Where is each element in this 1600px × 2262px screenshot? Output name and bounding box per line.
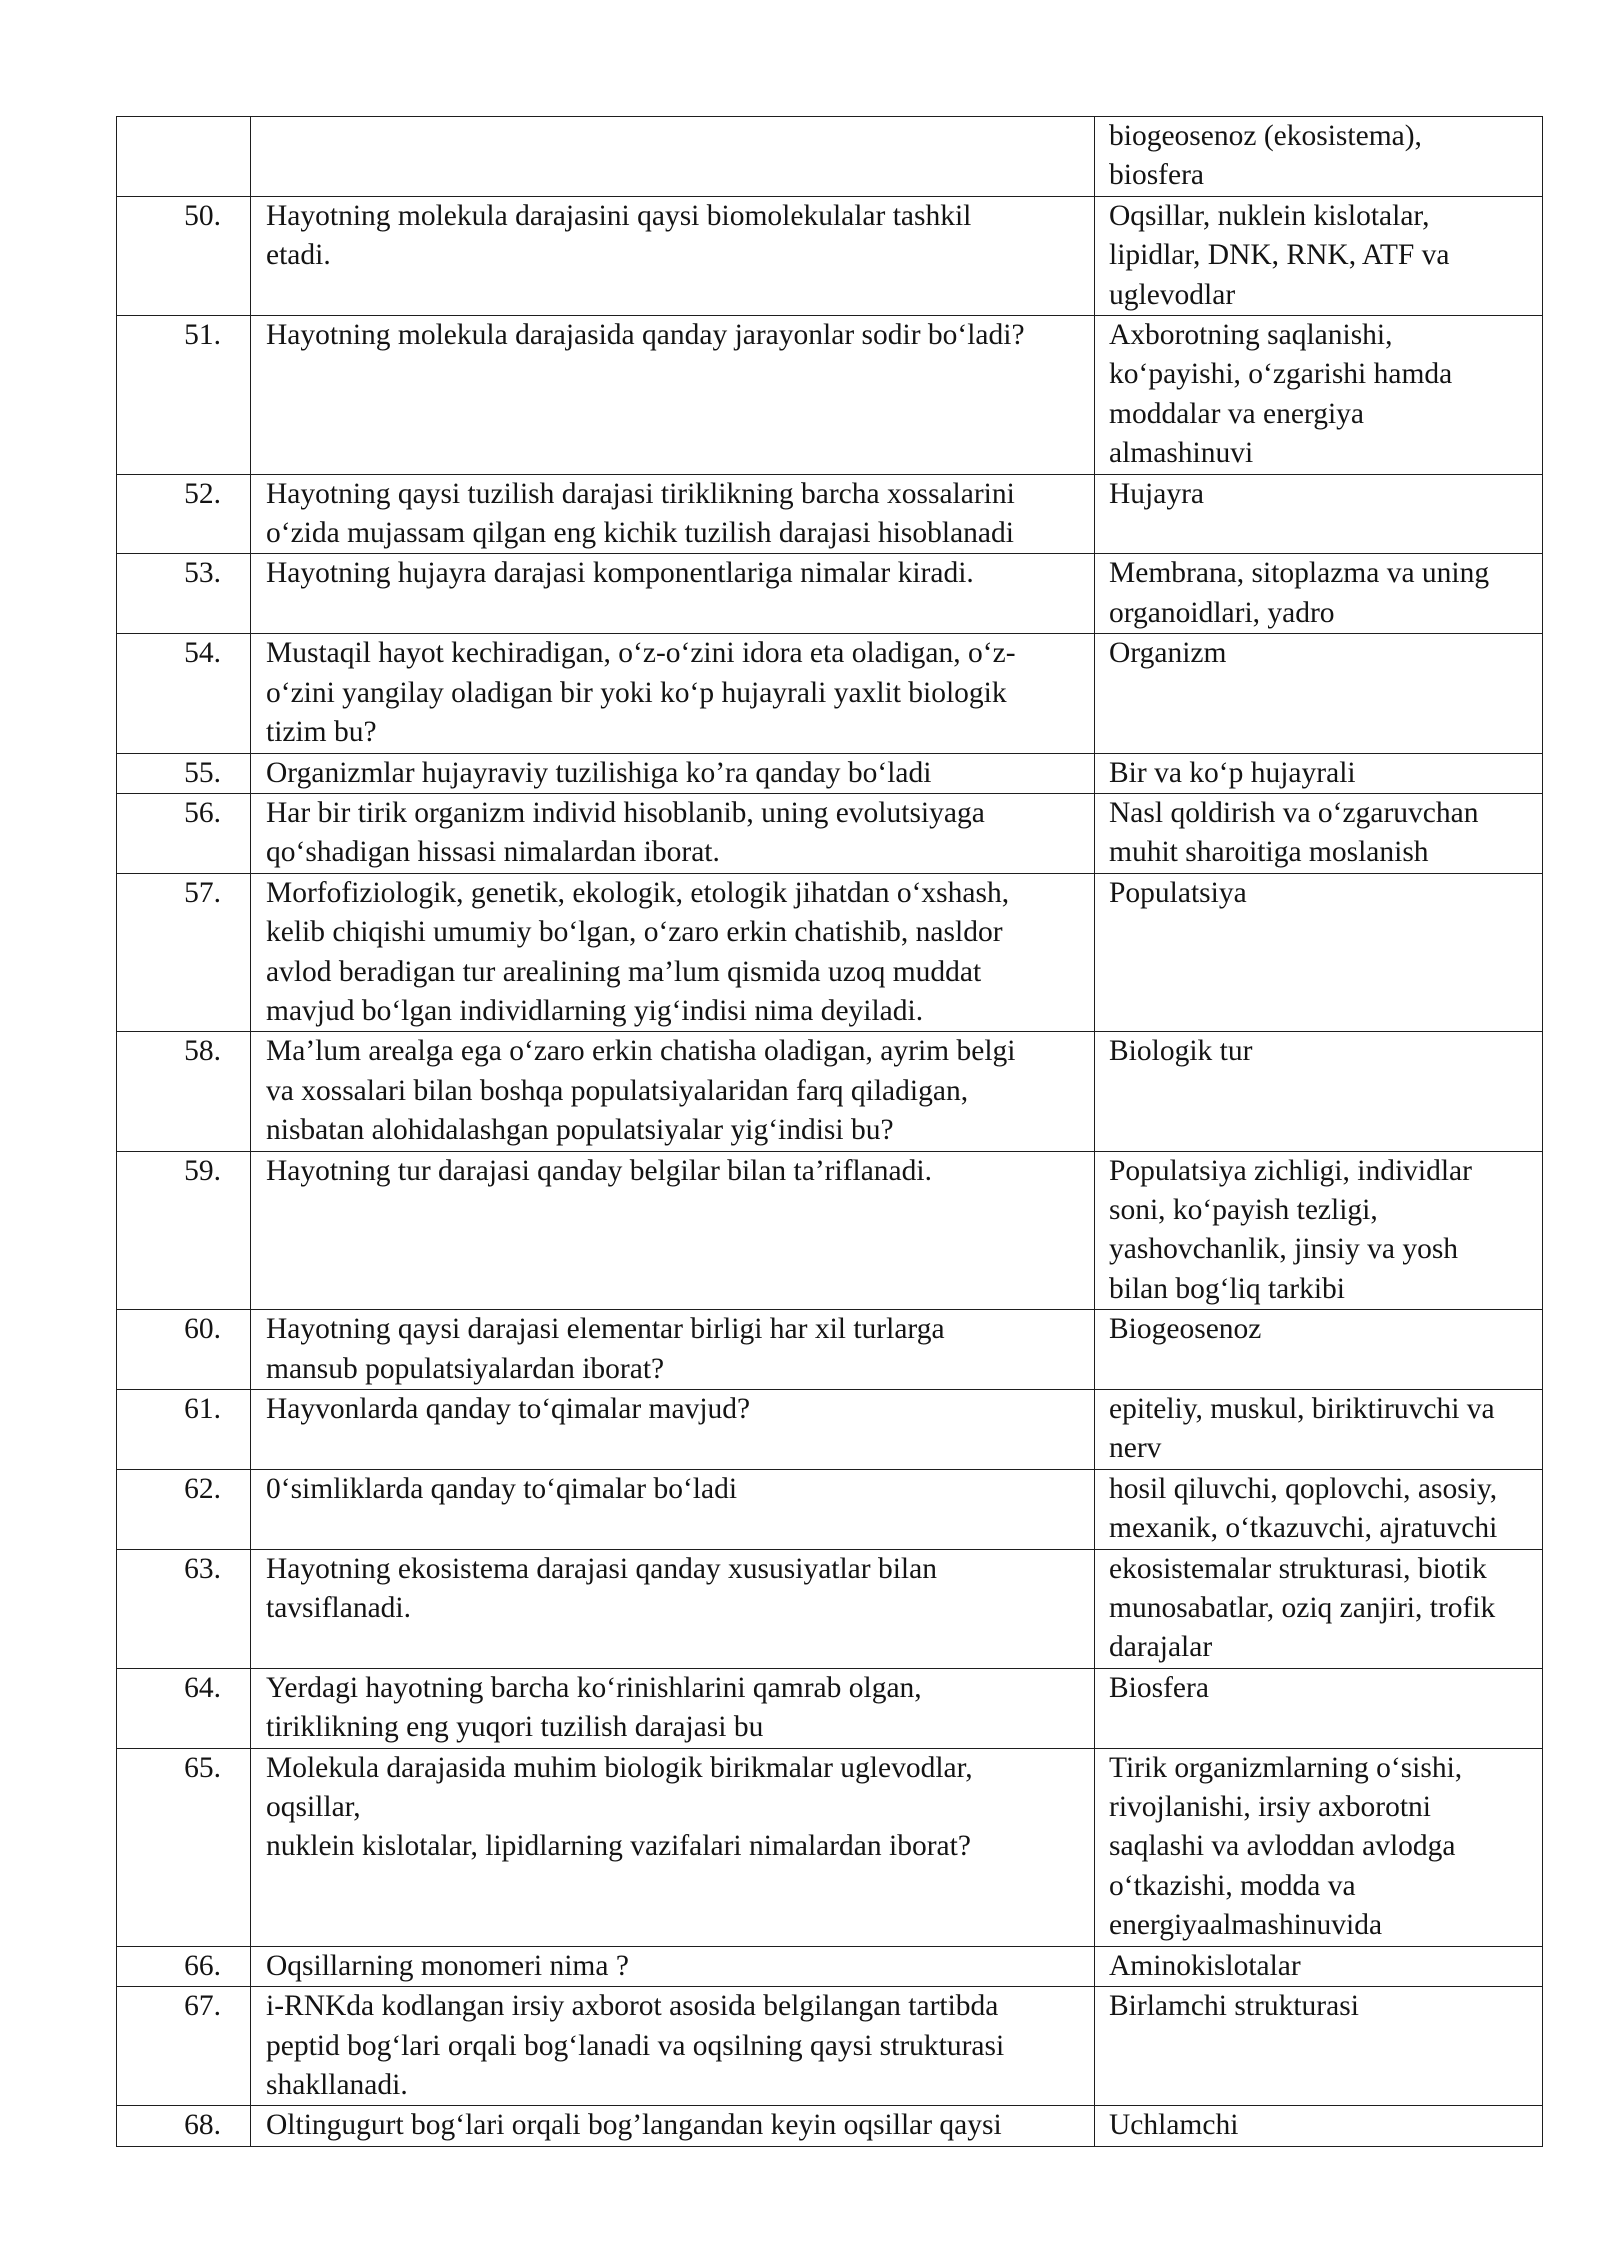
row-number: 55. [117,753,251,793]
table-row [117,1310,1543,1390]
row-number: 68. [117,2106,251,2146]
answer-cell: Oqsillar, nuklein kislotalar, lipidlar, DNK, RNK, ATF va uglevodlar [1095,196,1543,315]
answer-cell: Aminokislotalar [1095,1946,1543,1986]
row-number: 60. [117,1310,251,1390]
row-number: 52. [117,474,251,554]
answer-cell: Membrana, sitoplazma va uning organoidlari, yadro [1095,554,1543,634]
table-row [117,634,1543,753]
row-number: 63. [117,1549,251,1668]
table-row [117,1032,1543,1151]
question-cell: Organizmlar hujayraviy tuzilishiga ko’ra qanday bo‘ladi [251,753,1095,793]
question-cell: Hayotning hujayra darajasi komponentlariga nimalar kiradi. [251,554,1095,634]
question-cell: Hayotning molekula darajasida qanday jarayonlar sodir bo‘ladi? [251,316,1095,475]
row-number: 66. [117,1946,251,1986]
question-cell: Hayvonlarda qanday to‘qimalar mavjud? [251,1390,1095,1470]
answer-cell: Uchlamchi [1095,2106,1543,2146]
answer-cell: Tirik organizmlarning o‘sishi, rivojlanishi, irsiy axborotni saqlashi va avloddan avlodga o‘tkazishi, modda va energiyaalmashinuvida [1095,1748,1543,1946]
question-answer-table [116,116,1543,2147]
row-number: 59. [117,1151,251,1310]
table-row [117,474,1543,554]
question-cell: Hayotning qaysi darajasi elementar birligi har xil turlarga mansub populatsiyalardan iborat? [251,1310,1095,1390]
answer-cell: Axborotning saqlanishi, ko‘payishi, o‘zgarishi hamda moddalar va energiya almashinuvi [1095,316,1543,475]
answer-cell: Populatsiya zichligi, individlar soni, ko‘payish tezligi, yashovchanlik, jinsiy va yosh bilan bog‘liq tarkibi [1095,1151,1543,1310]
question-cell: Oltingugurt bog‘lari orqali bog’langandan keyin oqsillar qaysi [251,2106,1095,2146]
question-cell: 0‘simliklarda qanday to‘qimalar bo‘ladi [251,1469,1095,1549]
question-cell: Molekula darajasida muhim biologik birikmalar uglevodlar, oqsillar, nuklein kislotalar, lipidlarning vazifalari nimalardan iborat? [251,1748,1095,1946]
answer-cell: Biosfera [1095,1668,1543,1748]
question-cell: Ma’lum arealga ega o‘zaro erkin chatisha oladigan, ayrim belgi va xossalari bilan boshqa populatsiyalaridan farq qiladigan, nisbatan alohidalashgan populatsiyalar yig‘indisi bu? [251,1032,1095,1151]
table-row [117,316,1543,475]
table-row [117,554,1543,634]
row-number: 61. [117,1390,251,1470]
table-row-continued [117,117,1543,197]
answer-cell: biogeosenoz (ekosistema), biosfera [1095,117,1543,197]
table-row [117,196,1543,315]
table-row [117,2106,1543,2146]
question-cell: Mustaqil hayot kechiradigan, o‘z-o‘zini idora eta oladigan, o‘z- o‘zini yangilay oladigan bir yoki ko‘p hujayrali yaxlit biologik tizim bu? [251,634,1095,753]
question-cell: Oqsillarning monomeri nima ? [251,1946,1095,1986]
row-number: 51. [117,316,251,475]
table-row [117,1151,1543,1310]
row-number: 56. [117,793,251,873]
row-number: 64. [117,1668,251,1748]
answer-cell: Biologik tur [1095,1032,1543,1151]
table-row [117,1390,1543,1470]
answer-cell: Organizm [1095,634,1543,753]
row-number: 67. [117,1987,251,2106]
row-number [117,117,251,197]
question-cell [251,117,1095,197]
table-row [117,1987,1543,2106]
answer-cell: Nasl qoldirish va o‘zgaruvchan muhit sharoitiga moslanish [1095,793,1543,873]
table-row [117,1549,1543,1668]
table-row [117,753,1543,793]
row-number: 53. [117,554,251,634]
table-row [117,793,1543,873]
table-row [117,1946,1543,1986]
answer-cell: Hujayra [1095,474,1543,554]
row-number: 62. [117,1469,251,1549]
answer-cell: Birlamchi strukturasi [1095,1987,1543,2106]
table-row [117,1748,1543,1946]
answer-cell: Bir va ko‘p hujayrali [1095,753,1543,793]
row-number: 65. [117,1748,251,1946]
row-number: 50. [117,196,251,315]
answer-cell: epiteliy, muskul, biriktiruvchi va nerv [1095,1390,1543,1470]
question-cell: Hayotning qaysi tuzilish darajasi tiriklikning barcha xossalarini o‘zida mujassam qilgan eng kichik tuzilish darajasi hisoblanadi [251,474,1095,554]
question-cell: Hayotning tur darajasi qanday belgilar bilan ta’riflanadi. [251,1151,1095,1310]
question-cell: Har bir tirik organizm individ hisoblanib, uning evolutsiyaga qo‘shadigan hissasi nimalardan iborat. [251,793,1095,873]
row-number: 58. [117,1032,251,1151]
row-number: 54. [117,634,251,753]
question-cell: Hayotning molekula darajasini qaysi biomolekulalar tashkil etadi. [251,196,1095,315]
answer-cell: ekosistemalar strukturasi, biotik munosabatlar, oziq zanjiri, trofik darajalar [1095,1549,1543,1668]
answer-cell: hosil qiluvchi, qoplovchi, asosiy, mexanik, o‘tkazuvchi, ajratuvchi [1095,1469,1543,1549]
question-cell: Hayotning ekosistema darajasi qanday xususiyatlar bilan tavsiflanadi. [251,1549,1095,1668]
table-row [117,873,1543,1032]
question-cell: i-RNKda kodlangan irsiy axborot asosida belgilangan tartibda peptid bog‘lari orqali bog‘lanadi va oqsilning qaysi strukturasi shakllanadi. [251,1987,1095,2106]
question-cell: Morfofiziologik, genetik, ekologik, etologik jihatdan o‘xshash, kelib chiqishi umumiy bo‘lgan, o‘zaro erkin chatishib, nasldor avlod beradigan tur arealining ma’lum qismida uzoq muddat mavjud bo‘lgan individlarning yig‘indisi nima deyiladi. [251,873,1095,1032]
table-row [117,1469,1543,1549]
answer-cell: Biogeosenoz [1095,1310,1543,1390]
table-row [117,1668,1543,1748]
row-number: 57. [117,873,251,1032]
answer-cell: Populatsiya [1095,873,1543,1032]
question-cell: Yerdagi hayotning barcha ko‘rinishlarini qamrab olgan, tiriklikning eng yuqori tuzilish darajasi bu [251,1668,1095,1748]
